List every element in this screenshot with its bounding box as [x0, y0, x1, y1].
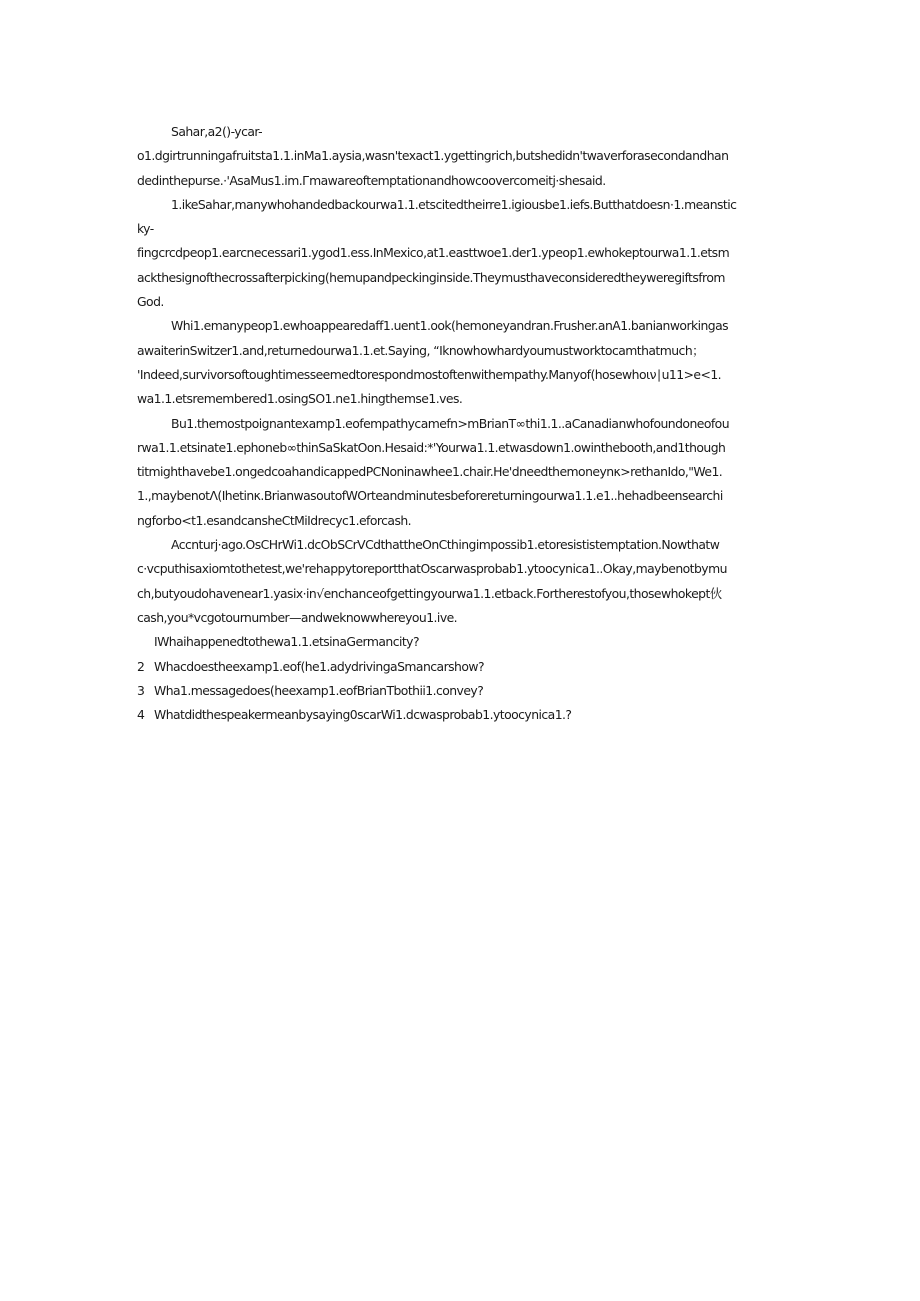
- question-number: 2: [137, 658, 145, 674]
- text-line: ackthesignofthecrossafterpicking(hemupandpeckinginside.Theymusthaveconsideredtheyweregiftsfrom: [137, 269, 725, 285]
- question-text: Whacdoestheexamp1.eof(he1.adydrivingaSmancarshow?: [154, 658, 484, 674]
- question-text: IWhaihappenedtothewa1.1.etsinaGermancity?: [154, 634, 419, 650]
- text-line: Accnturj·ago.OsCHrWi1.dcObSCrVCdthattheOnCthingimpossib1.etoresististemptation.Nowthatw: [171, 537, 720, 553]
- question-text: Wha1.messagedoes(heexamp1.eofBrianTbothii1.convey?: [154, 682, 484, 698]
- question-number: 4: [137, 707, 145, 723]
- text-line: Bu1.themostpoignantexamp1.eofempathycamefn>mBrianT∞thi1.1..aCanadianwhofoundoneofou: [171, 415, 730, 431]
- text-line: c·vcputhisaxiomtothetest,we'rehappytoreportthatOscarwasprobab1.ytoocynica1..Okay,maybenotbymu: [137, 561, 727, 577]
- document-body: [137, 120, 784, 727]
- text-line: 1.,maybenotΛ(Ihetinκ.BrianwasoutofWOrteandminutesbeforereturningourwa1.1.e1..hehadbeensearchi: [137, 488, 723, 504]
- text-line: 'Indeed,survivorsoftoughtimesseemedtorespondmostoftenwithempathy.Manyof(hosewhoιν∣u11>e<1.: [137, 366, 722, 382]
- text-line: dedinthepurse.·'AsaMus1.im.Гmawareoftemptationandhowcoovercomeitj·shesaid.: [137, 172, 606, 188]
- text-line: cash,you*vcgotournumber—andweknowwhereyou1.ive.: [137, 609, 458, 625]
- text-line: 1.ikeSahar,manywhohandedbackourwa1.1.etscitedtheirre1.igiousbe1.iefs.Butthatdoesn·1.meanstic: [171, 196, 737, 212]
- question-item: [137, 679, 784, 703]
- text-line: rwa1.1.etsinate1.ephoneb∞thinSaSkatOon.Hesaid:*'Yourwa1.1.etwasdown1.owinthebooth,and1though: [137, 439, 726, 455]
- text-line: ngforbo<t1.esandcansheCtMiIdrecyc1.eforcash.: [137, 512, 412, 528]
- text-line: ch,butyoudohavenear1.yasix·in√enchanceofgettingyourwa1.1.etback.Fortherestofyou,thosewhokept伙: [137, 585, 722, 601]
- question-text: Whatdidthespeakermeanbysaying0scarWi1.dcwasprobab1.ytoocynica1.?: [154, 707, 572, 723]
- question-item: [137, 630, 784, 654]
- text-line: wa1.1.etsremembered1.osingSO1.ne1.hingthemse1.ves.: [137, 391, 463, 407]
- text-line: Sahar,a2()-ycar-: [171, 124, 263, 139]
- text-line: titmighthavebe1.ongedcoahandicappedPCNoninawhee1.chair.He'dneedthemoneynκ>rethanIdo,"We1.: [137, 464, 723, 480]
- question-number: 3: [137, 682, 145, 698]
- text-line: o1.dgirtrunningafruitsta1.1.inMa1.aysia,wasn'texact1.ygettingrich,butshedidn'twaverforasecondandhan: [137, 148, 729, 164]
- text-line: God.: [137, 294, 164, 310]
- question-item: [137, 703, 784, 727]
- text-line: awaiterinSwitzer1.and,returnedourwa1.1.et.Saying, “Iknowhowhardyoumustworktocamthatmuch；: [137, 342, 704, 358]
- text-line: Whi1.emanypeop1.ewhoappearedaff1.uent1.ook(hemoneyandran.Frusher.anA1.banianworkingas: [171, 318, 729, 334]
- question-item: [137, 655, 784, 679]
- text-line: ky-: [137, 221, 154, 237]
- text-line: fingcrcdpeop1.earcnecessari1.ygod1.ess.InMexico,at1.easttwoe1.der1.ypeop1.ewhokeptourwa1.1.etsm: [137, 245, 730, 261]
